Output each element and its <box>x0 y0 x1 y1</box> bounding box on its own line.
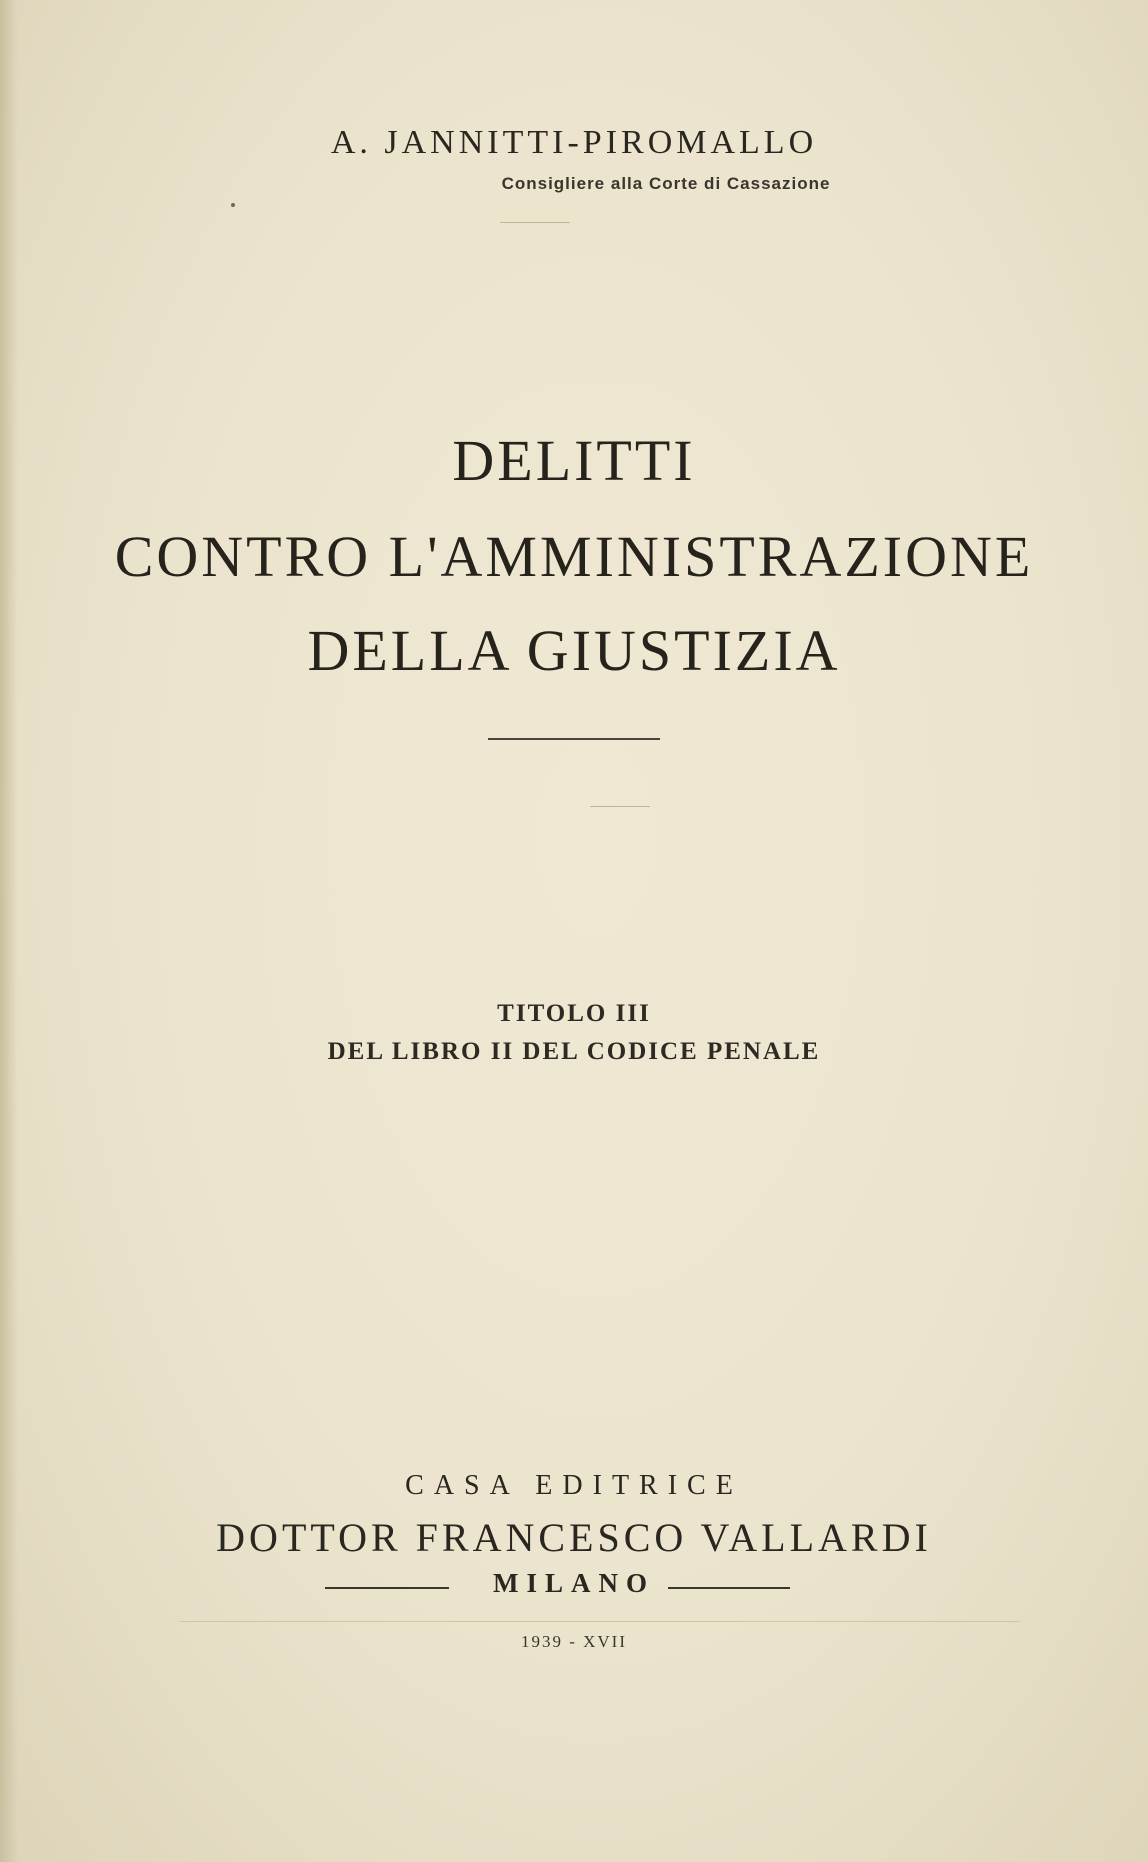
publication-year: 1939 - XVII <box>520 1632 628 1651</box>
title-line-1: DELITTI <box>452 428 696 493</box>
city-rule-right <box>668 1587 790 1589</box>
title-line-3: DELLA GIUSTIZIA <box>307 618 841 683</box>
author-role: Consigliere alla Corte di Cassazione <box>501 174 831 193</box>
publisher-house: CASA EDITRICE <box>405 1470 743 1501</box>
subtitle-line-2: DEL LIBRO II DEL CODICE PENALE <box>327 1038 821 1065</box>
title-line-2: CONTRO L'AMMINISTRAZIONE <box>114 524 1034 589</box>
author-name: A. JANNITTI-PIROMALLO <box>330 124 818 161</box>
faint-rule-middle <box>590 806 650 807</box>
publisher-city: MILANO <box>493 1568 655 1598</box>
faint-rule-bottom <box>180 1621 1020 1622</box>
paper-speck <box>231 203 235 207</box>
faint-rule-top <box>500 222 570 223</box>
subtitle-line-1: TITOLO III <box>497 1000 651 1027</box>
publisher-name: DOTTOR FRANCESCO VALLARDI <box>216 1515 932 1560</box>
city-row <box>0 1568 1148 1608</box>
title-rule <box>488 738 660 740</box>
